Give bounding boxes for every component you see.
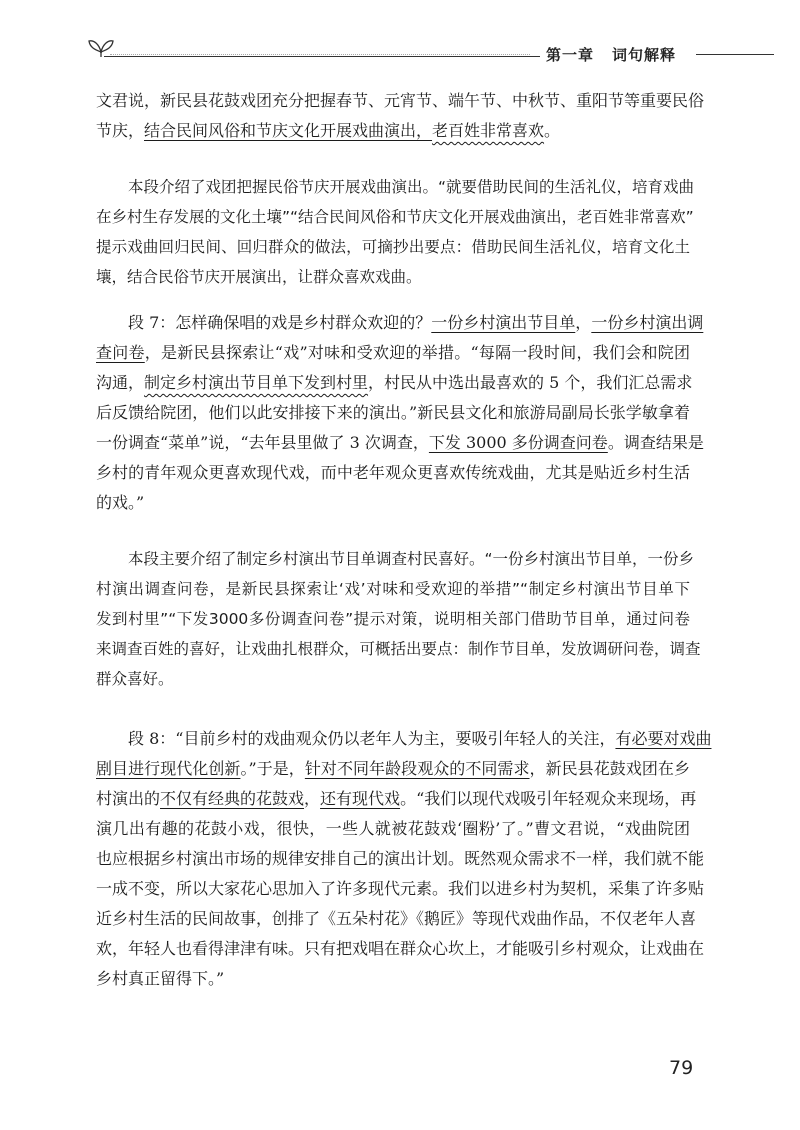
page-number: 79 <box>669 1057 694 1079</box>
underlined-phrase: 不仅有经典的花鼓戏 <box>160 789 305 808</box>
text-line: 沟通，制定乡村演出节目单下发到村里，村民从中选出最喜欢的 5 个，我们汇总需求 <box>96 373 693 392</box>
text-line: 本段介绍了戏团把握民俗节庆开展戏曲演出。“就要借助民间的生活礼仪，培育戏曲 <box>128 178 695 196</box>
text-line: 演几出有趣的花鼓小戏，很快，一些人就被花鼓戏‘圈粉’了。”曹文君说，“戏曲院团 <box>96 819 690 838</box>
chapter-label: 第一章 <box>546 46 595 64</box>
text-line: 欢，年轻人也看得津津有味。只有把戏唱在群众心坎上，才能吸引乡村观众，让戏曲在 <box>96 939 705 958</box>
text-line: 本段主要介绍了制定乡村演出节目单调查村民喜好。“一份乡村演出节目单，一份乡 <box>128 550 695 568</box>
section-label: 词句解释 <box>612 46 677 64</box>
header-dotted-rule <box>110 54 530 55</box>
text-line: 一份调查“菜单”说，“去年县里做了 3 次调查，下发 3000 多份调查问卷。调查结果是 <box>96 433 704 452</box>
text-line: 的戏。” <box>96 493 145 512</box>
text-line: 一成不变，所以大家花心思加入了许多现代元素。我们以进乡村为契机，采集了许多贴 <box>96 879 705 898</box>
text-line: 乡村真正留得下。” <box>96 969 225 988</box>
underlined-phrase: 查问卷 <box>96 343 145 362</box>
text-line: 在乡村生存发展的文化土壤”“结合民间风俗和节庆文化开展戏曲演出，老百姓非常喜欢” <box>96 208 694 226</box>
analysis-paragraph-1 <box>96 172 695 292</box>
text-line: 查问卷，是新民县探索让“戏”对味和受欢迎的举措。“每隔一段时间，我们会和院团 <box>96 343 690 362</box>
underlined-phrase: 结合民间风俗和节庆文化开展戏曲演出， <box>144 121 433 140</box>
excerpt-paragraph-7 <box>96 308 704 518</box>
text-line: 壤，结合民俗节庆开展演出，让群众喜欢戏曲。 <box>96 268 422 286</box>
underlined-phrase: 有必要对戏曲 <box>615 729 712 748</box>
header-rule-left <box>104 56 540 57</box>
text-line: 节庆，结合民间风俗和节庆文化开展戏曲演出，老百姓非常喜欢。 <box>96 121 561 140</box>
underlined-phrase: 下发 3000 多份调查问卷 <box>428 433 608 452</box>
text-line: 段 8：“目前乡村的戏曲观众仍以老年人为主，要吸引年轻人的关注，有必要对戏曲 <box>128 729 712 748</box>
text-line: 村演出调查问卷，是新民县探索让‘戏’对味和受欢迎的举措”“制定乡村演出节目单下 <box>96 580 690 598</box>
underlined-phrase: 还有现代戏 <box>320 789 401 808</box>
underlined-phrase: 一份乡村演出调 <box>591 313 704 332</box>
text-line: 发到村里”“下发3000多份调查问卷”提示对策，说明相关部门借助节目单，通过问卷 <box>96 610 690 628</box>
wavy-underlined-phrase: 制定乡村演出节目单下发到村里 <box>144 373 369 392</box>
text-line: 近乡村生活的民间故事，创排了《五朵村花》《鹅匠》等现代戏曲作品，不仅老年人喜 <box>96 909 697 928</box>
excerpt-paragraph-8 <box>96 724 712 994</box>
text-line: 也应根据乡村演出市场的规律安排自己的演出计划。既然观众需求不一样，我们就不能 <box>96 849 705 868</box>
text-line: 提示戏曲回归民间、回归群众的做法，可摘抄出要点：借助民间生活礼仪，培育文化土 <box>96 238 690 256</box>
underlined-phrase: 针对不同年龄段观众的不同需求 <box>304 759 530 778</box>
analysis-paragraph-2 <box>96 544 701 694</box>
text-line: 乡村的青年观众更喜欢现代戏，而中老年观众更喜欢传统戏曲，尤其是贴近乡村生活 <box>96 463 690 482</box>
text-line: 村演出的不仅有经典的花鼓戏，还有现代戏。“我们以现代戏吸引年轻观众来现场，再 <box>96 789 697 808</box>
text-line: 文君说，新民县花鼓戏团充分把握春节、元宵节、端午节、中秋节、重阳节等重要民俗 <box>96 91 705 110</box>
text-line: 后反馈给院团，他们以此安排接下来的演出。”新民县文化和旅游局副局长张学敏拿着 <box>96 403 690 422</box>
paragraph-continuation <box>96 86 705 146</box>
text-line: 来调查百姓的喜好，让戏曲扎根群众，可概括出要点：制作节目单，发放调研问卷，调查 <box>96 640 701 658</box>
wavy-underlined-phrase: 老百姓非常喜欢 <box>432 121 545 140</box>
text-line: 剧目进行现代化创新。”于是，针对不同年龄段观众的不同需求，新民县花鼓戏团在乡 <box>96 759 690 778</box>
text-line: 段 7：怎样确保唱的戏是乡村群众欢迎的？一份乡村演出节目单，一份乡村演出调 <box>128 313 704 332</box>
text-line: 群众喜好。 <box>96 670 174 688</box>
header-rule-right <box>696 54 774 55</box>
underlined-phrase: 一份乡村演出节目单 <box>431 313 576 332</box>
underlined-phrase: 剧目进行现代化创新 <box>96 759 241 778</box>
running-header <box>546 44 676 65</box>
